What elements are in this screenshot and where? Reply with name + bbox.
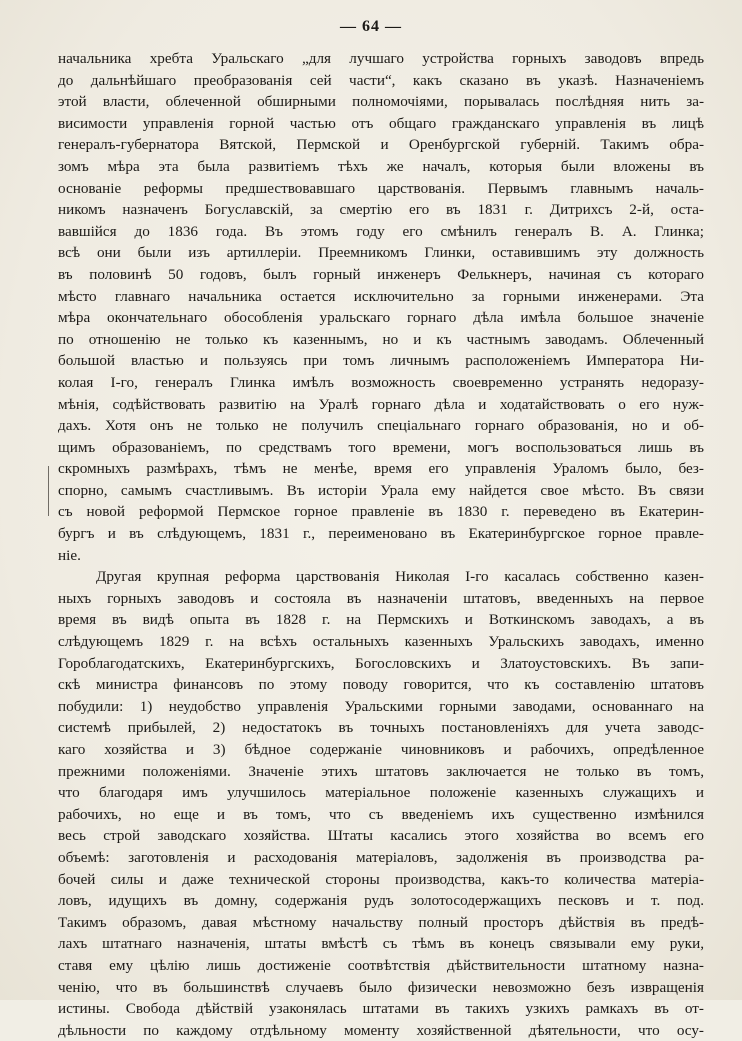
text-line: весь строй заводскаго хозяйства. Штаты касались этого хозяйства во всемъ его bbox=[58, 827, 704, 845]
text-line: рабочихъ, но еще и въ томъ, что съ введеніемъ ихъ существенно измѣнился bbox=[58, 805, 704, 823]
text-line: истины. Свобода дѣйствій узаконялась штатами въ такихъ узкихъ рамкахъ въ от- bbox=[58, 1000, 704, 1018]
text-line: ченію, что въ большинствѣ случаевъ было физически невозможно безъ извращенія bbox=[58, 978, 704, 996]
text-line: дѣльности по каждому отдѣльному моменту хозяйственной дѣятельности, что осу- bbox=[58, 1021, 704, 1039]
text-line: мѣра окончательнаго обособленія уральскаго горнаго дѣла имѣла большое значеніе bbox=[58, 309, 704, 327]
text-line: большой властью и пользуясь при томъ личнымъ расположеніемъ Императора Ни- bbox=[58, 352, 704, 370]
text-line: объемѣ: заготовленія и расходованія матеріаловъ, задолженія въ производства ра- bbox=[58, 848, 704, 866]
text-line: никомъ назначенъ Богуславскій, за смертію его въ 1831 г. Дитрихсъ 2-й, оста- bbox=[58, 201, 704, 219]
text-line: лахъ штатнаго назначенія, штаты вмѣстѣ съ тѣмъ въ конецъ связывали ему руки, bbox=[58, 935, 704, 953]
text-line: ставя ему цѣлію лишь достиженіе соотвѣтствія дѣйствительности штатному назна- bbox=[58, 956, 704, 974]
text-line: генералъ-губернатора Вятской, Пермской и Оренбургской губерній. Такимъ обра- bbox=[58, 136, 704, 154]
text-line: зомъ мѣра эта была развитіемъ тѣхъ же началъ, которыя были вложены въ bbox=[58, 157, 704, 175]
text-line: висимости управленія горной частью отъ общаго гражданскаго управленія въ лицѣ bbox=[58, 114, 704, 132]
text-line: Такимъ образомъ, давая мѣстному начальству полный просторъ дѣйствія въ предѣ- bbox=[58, 913, 704, 931]
text-line: щимъ образованіемъ, по средствамъ того времени, могъ воспользоваться лишь въ bbox=[58, 438, 704, 456]
text-line: время въ видѣ опыта въ 1828 г. на Пермскихъ и Воткинскомъ заводахъ, а въ bbox=[58, 611, 704, 629]
paragraph-first-line: Другая крупная реформа царствованія Николая I-го касалась собственно казен- bbox=[96, 568, 704, 586]
text-line: вавшійся до 1836 года. Въ этомъ году его смѣнилъ генералъ В. А. Глинка; bbox=[58, 222, 704, 240]
text-line: дахъ. Хотя онъ не только не получилъ спеціальнаго горнаго образованія, но и об- bbox=[58, 417, 704, 435]
text-line: этой власти, облеченной обширными полномочіями, порывалась послѣдняя нить за- bbox=[58, 93, 704, 111]
text-line: спорно, самымъ счастливымъ. Въ исторіи Урала ему найдется свое мѣсто. Въ связи bbox=[58, 481, 704, 499]
page-number: — 64 — bbox=[340, 18, 402, 35]
text-line: скромныхъ размѣрахъ, тѣмъ не менѣе, время его управленія Ураломъ было, без- bbox=[58, 460, 704, 478]
body-text bbox=[58, 48, 704, 1041]
margin-pencil-mark bbox=[48, 466, 49, 516]
text-line: до дальнѣйшаго преобразованія сей части“, какъ сказано въ указѣ. Назначеніемъ bbox=[58, 71, 704, 89]
text-line: мѣсто главнаго начальника остается исключительно за горными инженерами. Эта bbox=[58, 287, 704, 305]
text-line: побудили: 1) неудобство управленія Уральскими горными заводами, основаннаго на bbox=[58, 697, 704, 715]
text-line: съ новой реформой Пермское горное правленіе въ 1830 г. переведено въ Екатерин- bbox=[58, 503, 704, 521]
text-line: бургъ и въ слѣдующемъ, 1831 г., переименовано въ Екатеринбургское горное правле- bbox=[58, 525, 704, 543]
text-line: въ половинѣ 50 годовъ, былъ горный инженеръ Фелькнеръ, начиная съ котораго bbox=[58, 265, 704, 283]
text-line: бочей силы и даже технической стороны производства, какъ-то количества матеріа- bbox=[58, 870, 704, 888]
text-line: скѣ министра финансовъ по этому поводу говорится, что къ составленію штатовъ bbox=[58, 676, 704, 694]
text-line: что благодаря имъ улучшилось матеріальное положеніе казенныхъ служащихъ и bbox=[58, 784, 704, 802]
text-line: основаніе реформы предшествовавшаго царствованія. Первымъ главнымъ началь- bbox=[58, 179, 704, 197]
text-line: ловъ, идущихъ въ домну, содержанія рудъ золотосодержащихъ песковъ и т. под. bbox=[58, 892, 704, 910]
text-line: слѣдующемъ 1829 г. на всѣхъ остальныхъ казенныхъ Уральскихъ заводахъ, именно bbox=[58, 633, 704, 651]
text-line: системѣ прибылей, 2) недостатокъ въ точныхъ постановленіяхъ для учета заводс- bbox=[58, 719, 704, 737]
text-line: по отношенію не только къ казеннымъ, но и къ частнымъ заводамъ. Облеченный bbox=[58, 330, 704, 348]
text-line: ныхъ горныхъ заводовъ и состояла въ назначеніи штатовъ, введенныхъ на первое bbox=[58, 589, 704, 607]
text-line: Гороблагодатскихъ, Екатеринбургскихъ, Богословскихъ и Златоустовскихъ. Въ запи- bbox=[58, 654, 704, 672]
text-line: прежними положеніями. Значеніе этихъ штатовъ заключается не только въ томъ, bbox=[58, 762, 704, 780]
text-line: ніе. bbox=[58, 546, 81, 564]
text-line: всѣ они были изъ артиллеріи. Преемникомъ Глинки, оставившимъ эту должность bbox=[58, 244, 704, 262]
text-line: мѣнія, содѣйствовать развитію на Уралѣ горнаго дѣла и ходатайствовать о его нуж- bbox=[58, 395, 704, 413]
text-line: каго хозяйства и 3) бѣдное содержаніе чиновниковъ и рабочихъ, опредѣленное bbox=[58, 741, 704, 758]
text-line: колая I-го, генералъ Глинка имѣлъ возможность своевременно устранять недоразу- bbox=[58, 373, 704, 391]
text-line: начальника хребта Уральскаго „для лучшаго устройства горныхъ заводовъ впредь bbox=[58, 50, 704, 67]
